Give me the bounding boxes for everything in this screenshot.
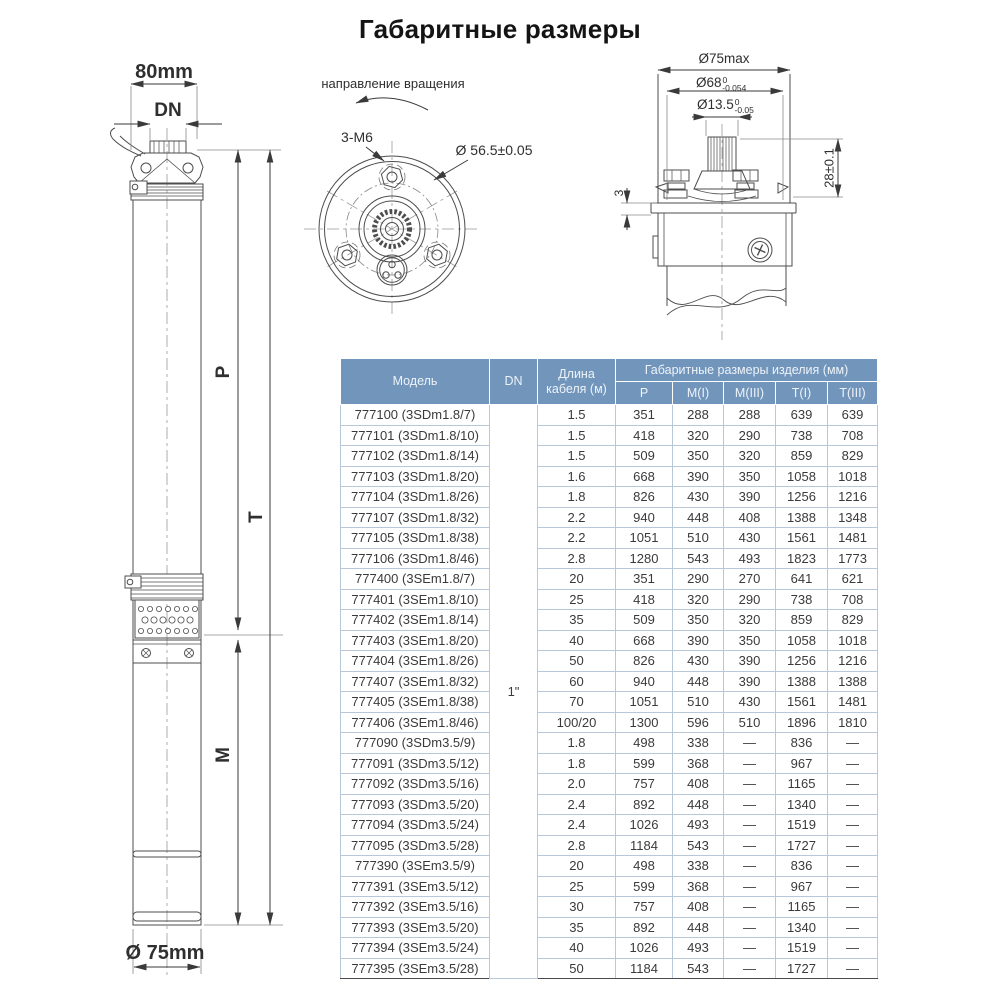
header-cable-length: Длина кабеля (м) (538, 359, 616, 405)
p-cell: 599 (616, 753, 673, 774)
cable-length-cell: 25 (538, 876, 616, 897)
table-row (341, 528, 878, 549)
m3-cell: 290 (724, 425, 776, 446)
t1-cell: 1519 (776, 815, 828, 836)
dim-28-label: 28±0.1 (821, 148, 837, 188)
model-cell: 777404 (3SEm1.8/26) (341, 651, 490, 672)
model-cell: 777103 (3SDm1.8/20) (341, 466, 490, 487)
bolts-3m6-label: 3-M6 (341, 129, 373, 145)
t1-cell: 967 (776, 753, 828, 774)
p-cell: 418 (616, 425, 673, 446)
table-row (341, 958, 878, 979)
t3-cell: — (828, 835, 878, 856)
m3-cell: 270 (724, 569, 776, 590)
dim-d75max-label: Ø75max (698, 51, 750, 66)
dim-p-label: P (213, 365, 235, 379)
t1-cell: 1727 (776, 835, 828, 856)
t3-cell: 708 (828, 425, 878, 446)
t1-cell: 1896 (776, 712, 828, 733)
cable-length-cell: 1.5 (538, 425, 616, 446)
cable-length-cell: 40 (538, 938, 616, 959)
t1-cell: 1561 (776, 528, 828, 549)
table-row (341, 630, 878, 651)
m1-cell: 430 (673, 487, 724, 508)
t1-cell: 859 (776, 446, 828, 467)
model-cell: 777106 (3SDm1.8/46) (341, 548, 490, 569)
table-row (341, 446, 878, 467)
m3-cell: — (724, 815, 776, 836)
cable-length-cell: 2.8 (538, 548, 616, 569)
t3-cell: 1348 (828, 507, 878, 528)
table-row (341, 507, 878, 528)
cable-length-cell: 1.6 (538, 466, 616, 487)
model-cell: 777393 (3SEm3.5/20) (341, 917, 490, 938)
model-cell: 777102 (3SDm1.8/14) (341, 446, 490, 467)
m3-cell: — (724, 897, 776, 918)
header-m3: M(III) (724, 382, 776, 405)
m3-cell: 290 (724, 589, 776, 610)
t1-cell: 1058 (776, 630, 828, 651)
p-cell: 599 (616, 876, 673, 897)
model-cell: 777105 (3SDm1.8/38) (341, 528, 490, 549)
t1-cell: 1823 (776, 548, 828, 569)
header-dimensions-group: Габаритные размеры изделия (мм) (616, 359, 878, 382)
t3-cell: 1810 (828, 712, 878, 733)
p-cell: 351 (616, 405, 673, 426)
table-row (341, 835, 878, 856)
p-cell: 826 (616, 651, 673, 672)
m1-cell: 320 (673, 589, 724, 610)
cable-length-cell: 2.4 (538, 815, 616, 836)
table-row (341, 692, 878, 713)
t3-cell: — (828, 938, 878, 959)
m1-cell: 390 (673, 630, 724, 651)
p-cell: 940 (616, 671, 673, 692)
t3-cell: 708 (828, 589, 878, 610)
cable-length-cell: 30 (538, 897, 616, 918)
m1-cell: 543 (673, 835, 724, 856)
m3-cell: — (724, 876, 776, 897)
model-cell: 777394 (3SEm3.5/24) (341, 938, 490, 959)
table-row (341, 917, 878, 938)
dim-d68-label: $Ø68^0$ -0.054 (696, 75, 747, 93)
cable-length-cell: 35 (538, 610, 616, 631)
m1-cell: 596 (673, 712, 724, 733)
cable-length-cell: 70 (538, 692, 616, 713)
model-cell: 777090 (3SDm3.5/9) (341, 733, 490, 754)
table-row (341, 651, 878, 672)
p-cell: 509 (616, 610, 673, 631)
m1-cell: 510 (673, 528, 724, 549)
cable-length-cell: 2.2 (538, 507, 616, 528)
cable-length-cell: 2.2 (538, 528, 616, 549)
dn-merged-cell: 1" (490, 405, 538, 979)
m3-cell: — (724, 958, 776, 979)
cable-length-cell: 35 (538, 917, 616, 938)
model-cell: 777405 (3SEm1.8/38) (341, 692, 490, 713)
m1-cell: 408 (673, 897, 724, 918)
m1-cell: 338 (673, 733, 724, 754)
t3-cell: 639 (828, 405, 878, 426)
m1-cell: 320 (673, 425, 724, 446)
m3-cell: — (724, 917, 776, 938)
t1-cell: 641 (776, 569, 828, 590)
t3-cell: — (828, 733, 878, 754)
terminal-left (656, 170, 689, 198)
cable-length-cell: 1.8 (538, 733, 616, 754)
t1-cell: 967 (776, 876, 828, 897)
cable-length-cell: 50 (538, 651, 616, 672)
header-m1: M(I) (673, 382, 724, 405)
model-cell: 777403 (3SEm1.8/20) (341, 630, 490, 651)
model-cell: 777392 (3SEm3.5/16) (341, 897, 490, 918)
t3-cell: 1481 (828, 692, 878, 713)
p-cell: 940 (616, 507, 673, 528)
cable-length-cell: 1.5 (538, 405, 616, 426)
model-cell: 777100 (3SDm1.8/7) (341, 405, 490, 426)
m3-cell: 430 (724, 692, 776, 713)
t3-cell: — (828, 897, 878, 918)
header-t3: T(III) (828, 382, 878, 405)
table-row (341, 405, 878, 426)
spec-table (340, 358, 878, 979)
dim-dn-label: DN (154, 100, 182, 121)
t1-cell: 1058 (776, 466, 828, 487)
model-cell: 777395 (3SEm3.5/28) (341, 958, 490, 979)
t3-cell: 1481 (828, 528, 878, 549)
m3-cell: 350 (724, 466, 776, 487)
p-cell: 351 (616, 569, 673, 590)
t3-cell: — (828, 856, 878, 877)
t3-cell: 1216 (828, 651, 878, 672)
dim-d13-5-label: Ø13.5$^0$ -0.05 (697, 97, 754, 115)
table-row (341, 733, 878, 754)
t1-cell: 1340 (776, 917, 828, 938)
m1-cell: 493 (673, 815, 724, 836)
t3-cell: 621 (828, 569, 878, 590)
cable-length-cell: 100/20 (538, 712, 616, 733)
cable-length-cell: 2.8 (538, 835, 616, 856)
header-dn: DN (490, 359, 538, 405)
t1-cell: 1727 (776, 958, 828, 979)
p-cell: 826 (616, 487, 673, 508)
m3-cell: 390 (724, 651, 776, 672)
t3-cell: 829 (828, 446, 878, 467)
table-row (341, 589, 878, 610)
p-cell: 1051 (616, 528, 673, 549)
cable-length-cell: 1.8 (538, 487, 616, 508)
spec-table-body (341, 405, 878, 979)
table-row (341, 876, 878, 897)
header-p: P (616, 382, 673, 405)
dim-d75mm-label: Ø 75mm (125, 942, 205, 964)
p-cell: 892 (616, 794, 673, 815)
table-row (341, 548, 878, 569)
m1-cell: 448 (673, 917, 724, 938)
m3-cell: — (724, 856, 776, 877)
m1-cell: 338 (673, 856, 724, 877)
cable-length-cell: 25 (538, 589, 616, 610)
m3-cell: 390 (724, 487, 776, 508)
m1-cell: 290 (673, 569, 724, 590)
p-cell: 1184 (616, 958, 673, 979)
m1-cell: 543 (673, 958, 724, 979)
t3-cell: 829 (828, 610, 878, 631)
pump-dimensions (114, 84, 283, 974)
p-cell: 668 (616, 466, 673, 487)
table-row (341, 466, 878, 487)
table-row (341, 487, 878, 508)
m3-cell: 408 (724, 507, 776, 528)
m3-cell: 288 (724, 405, 776, 426)
t3-cell: — (828, 794, 878, 815)
m3-cell: — (724, 938, 776, 959)
table-row (341, 794, 878, 815)
p-cell: 668 (616, 630, 673, 651)
bolt-left (332, 241, 361, 270)
p-cell: 418 (616, 589, 673, 610)
t1-cell: 836 (776, 856, 828, 877)
dim-m-label: M (213, 747, 235, 763)
header-model: Модель (341, 359, 490, 405)
model-cell: 777400 (3SEm1.8/7) (341, 569, 490, 590)
p-cell: 757 (616, 897, 673, 918)
m1-cell: 510 (673, 692, 724, 713)
m1-cell: 543 (673, 548, 724, 569)
p-cell: 509 (616, 446, 673, 467)
m3-cell: 430 (724, 528, 776, 549)
model-cell: 777101 (3SDm1.8/10) (341, 425, 490, 446)
table-row (341, 671, 878, 692)
header-t1: T(I) (776, 382, 828, 405)
m1-cell: 448 (673, 507, 724, 528)
t3-cell: — (828, 917, 878, 938)
table-row (341, 569, 878, 590)
m3-cell: 493 (724, 548, 776, 569)
p-cell: 1184 (616, 835, 673, 856)
t3-cell: 1216 (828, 487, 878, 508)
t1-cell: 738 (776, 425, 828, 446)
table-row (341, 774, 878, 795)
cable-length-cell: 60 (538, 671, 616, 692)
t3-cell: — (828, 958, 878, 979)
m1-cell: 350 (673, 446, 724, 467)
m1-cell: 493 (673, 938, 724, 959)
model-cell: 777093 (3SDm3.5/20) (341, 794, 490, 815)
p-cell: 892 (616, 917, 673, 938)
t1-cell: 1340 (776, 794, 828, 815)
cable-length-cell: 1.8 (538, 753, 616, 774)
cable-length-cell: 40 (538, 630, 616, 651)
t1-cell: 836 (776, 733, 828, 754)
cable-length-cell: 1.5 (538, 446, 616, 467)
bolt-circle-diameter-label: Ø 56.5±0.05 (455, 142, 533, 158)
t1-cell: 1388 (776, 507, 828, 528)
table-row (341, 856, 878, 877)
m3-cell: 320 (724, 446, 776, 467)
rotation-direction-label: направление вращения (321, 76, 465, 91)
table-row (341, 712, 878, 733)
m1-cell: 430 (673, 651, 724, 672)
p-cell: 1280 (616, 548, 673, 569)
p-cell: 1026 (616, 938, 673, 959)
t1-cell: 1388 (776, 671, 828, 692)
cable-length-cell: 50 (538, 958, 616, 979)
t3-cell: — (828, 753, 878, 774)
model-cell: 777402 (3SEm1.8/14) (341, 610, 490, 631)
dim-t-label: T (246, 511, 268, 523)
t1-cell: 1561 (776, 692, 828, 713)
p-cell: 498 (616, 733, 673, 754)
t3-cell: 1773 (828, 548, 878, 569)
m1-cell: 288 (673, 405, 724, 426)
t3-cell: 1018 (828, 466, 878, 487)
table-row (341, 610, 878, 631)
dim-80mm-label: 80mm (135, 61, 193, 83)
model-cell: 777104 (3SDm1.8/26) (341, 487, 490, 508)
p-cell: 757 (616, 774, 673, 795)
dim-3-label: 3 (612, 189, 627, 197)
model-cell: 777407 (3SEm1.8/32) (341, 671, 490, 692)
flange-top-view (304, 98, 480, 317)
t1-cell: 639 (776, 405, 828, 426)
m3-cell: — (724, 753, 776, 774)
model-cell: 777401 (3SEm1.8/10) (341, 589, 490, 610)
model-cell: 777406 (3SEm1.8/46) (341, 712, 490, 733)
m3-cell: 510 (724, 712, 776, 733)
t1-cell: 1519 (776, 938, 828, 959)
m3-cell: — (724, 794, 776, 815)
page-title: Габаритные размеры (359, 14, 641, 44)
table-row (341, 425, 878, 446)
t1-cell: 1165 (776, 774, 828, 795)
model-cell: 777091 (3SDm3.5/12) (341, 753, 490, 774)
m1-cell: 408 (673, 774, 724, 795)
p-cell: 498 (616, 856, 673, 877)
m3-cell: 390 (724, 671, 776, 692)
m3-cell: — (724, 835, 776, 856)
t3-cell: 1388 (828, 671, 878, 692)
p-cell: 1300 (616, 712, 673, 733)
cable-length-cell: 20 (538, 856, 616, 877)
model-cell: 777107 (3SDm1.8/32) (341, 507, 490, 528)
t3-cell: — (828, 815, 878, 836)
t3-cell: 1018 (828, 630, 878, 651)
terminal-right (733, 170, 788, 198)
t1-cell: 859 (776, 610, 828, 631)
m1-cell: 448 (673, 794, 724, 815)
model-cell: 777391 (3SEm3.5/12) (341, 876, 490, 897)
cable-length-cell: 20 (538, 569, 616, 590)
model-cell: 777095 (3SDm3.5/28) (341, 835, 490, 856)
t1-cell: 1256 (776, 651, 828, 672)
p-cell: 1051 (616, 692, 673, 713)
t3-cell: — (828, 876, 878, 897)
t1-cell: 1165 (776, 897, 828, 918)
model-cell: 777390 (3SEm3.5/9) (341, 856, 490, 877)
pump-side-view (111, 128, 203, 978)
table-row (341, 815, 878, 836)
cable-length-cell: 2.4 (538, 794, 616, 815)
motor-top-view (651, 74, 796, 340)
m3-cell: 350 (724, 630, 776, 651)
bolt-right (423, 242, 450, 268)
model-cell: 777092 (3SDm3.5/16) (341, 774, 490, 795)
p-cell: 1026 (616, 815, 673, 836)
m1-cell: 350 (673, 610, 724, 631)
m3-cell: — (724, 733, 776, 754)
model-cell: 777094 (3SDm3.5/24) (341, 815, 490, 836)
m3-cell: — (724, 774, 776, 795)
cable-length-cell: 2.0 (538, 774, 616, 795)
m1-cell: 368 (673, 753, 724, 774)
t1-cell: 738 (776, 589, 828, 610)
m1-cell: 390 (673, 466, 724, 487)
m1-cell: 448 (673, 671, 724, 692)
t1-cell: 1256 (776, 487, 828, 508)
table-row (341, 753, 878, 774)
table-row (341, 897, 878, 918)
t3-cell: — (828, 774, 878, 795)
table-row (341, 938, 878, 959)
m1-cell: 368 (673, 876, 724, 897)
m3-cell: 320 (724, 610, 776, 631)
